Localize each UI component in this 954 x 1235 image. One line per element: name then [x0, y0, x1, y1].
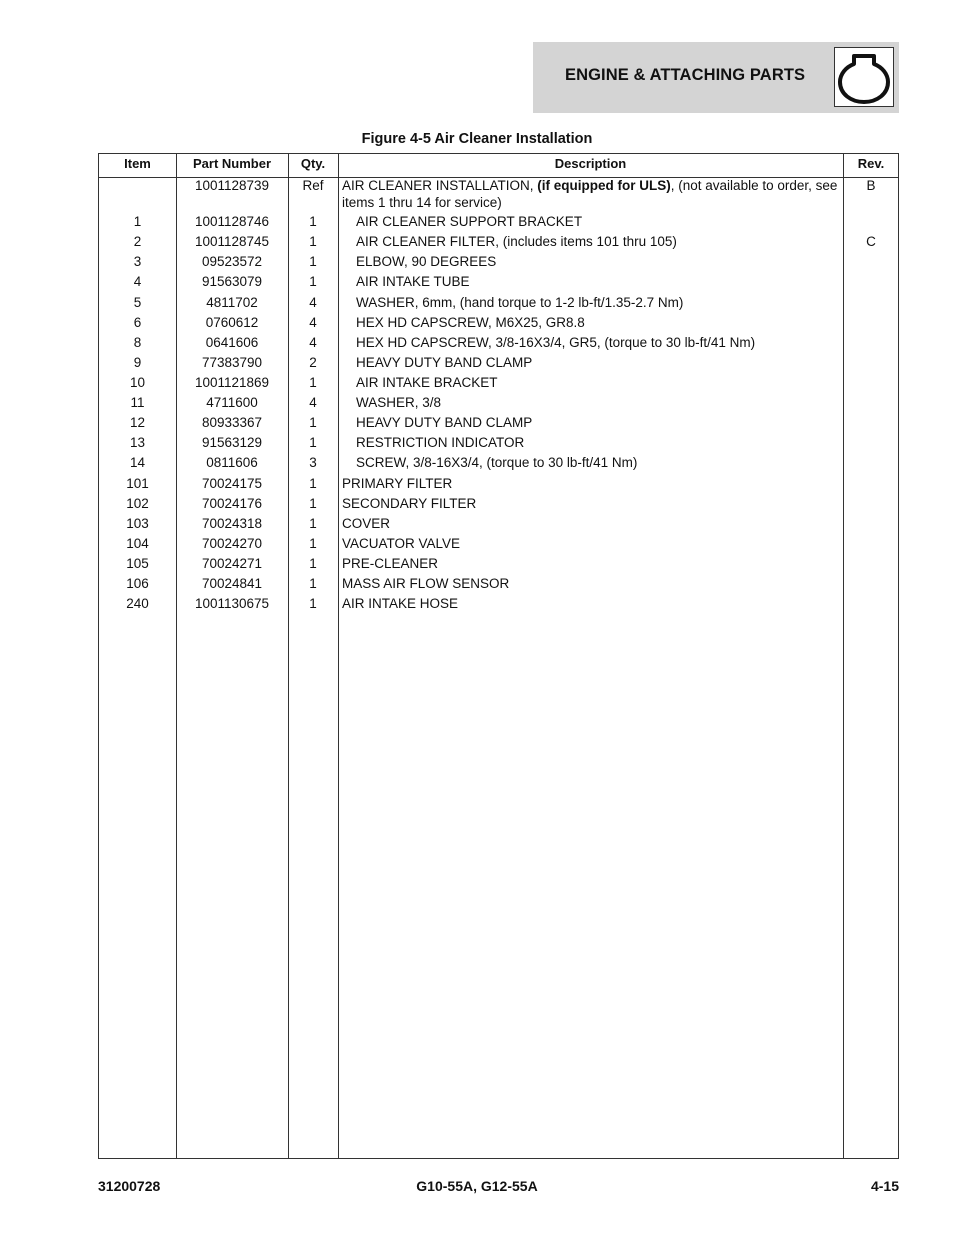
item-cell: 11	[130, 395, 145, 410]
qty-cell: 4	[309, 315, 317, 330]
item-cell: 106	[126, 576, 149, 591]
part-number-cell: 70024175	[201, 476, 263, 491]
description-cell: SCREW, 3/8-16X3/4, (torque to 30 lb-ft/41 Nm)	[356, 455, 638, 470]
part-number-cell: 1001128746	[194, 214, 270, 229]
description-cell: PRE-CLEANER	[342, 556, 439, 571]
description-cell: HEAVY DUTY BAND CLAMP	[356, 355, 533, 370]
item-cell: 14	[129, 455, 146, 470]
description-cell: HEX HD CAPSCREW, M6X25, GR8.8	[356, 315, 585, 330]
part-number-cell: 09523572	[201, 254, 263, 269]
qty-cell: 1	[309, 596, 317, 611]
column-header-part-number: Part Number	[192, 156, 272, 171]
part-number-cell: 0641606	[205, 335, 259, 350]
part-number-cell: 80933367	[201, 415, 263, 430]
qty-cell: 1	[309, 556, 317, 571]
section-header	[533, 42, 899, 113]
item-cell: 104	[126, 536, 149, 551]
engine-icon	[834, 47, 894, 107]
part-number-cell: 70024318	[201, 516, 263, 531]
qty-cell: 1	[309, 536, 317, 551]
qty-cell: 1	[309, 214, 317, 229]
description-cell: AIR INTAKE BRACKET	[356, 375, 498, 390]
column-header-description: Description	[554, 156, 627, 171]
item-cell: 105	[126, 556, 149, 571]
item-cell: 240	[126, 596, 149, 611]
qty-cell: 1	[309, 476, 317, 491]
footer-page-number: 4-15	[870, 1178, 899, 1194]
item-cell: 1	[133, 214, 142, 229]
part-number-cell: 1001130675	[194, 596, 270, 611]
item-cell: 9	[133, 355, 142, 370]
parts-table	[98, 153, 899, 1159]
item-cell: 12	[129, 415, 146, 430]
description-cell	[342, 177, 840, 211]
description-cell: PRIMARY FILTER	[342, 476, 453, 491]
rev-cell: C	[866, 234, 876, 249]
description-cell: VACUATOR VALVE	[342, 536, 461, 551]
column-header-qty: Qty.	[300, 156, 326, 171]
item-cell: 10	[129, 375, 146, 390]
part-number-cell: 4811702	[206, 295, 258, 310]
qty-cell: 1	[309, 496, 317, 511]
table-header-row	[99, 154, 898, 178]
qty-cell: 4	[309, 335, 317, 350]
description-text: AIR CLEANER INSTALLATION,	[342, 178, 538, 193]
part-number-cell: 70024176	[201, 496, 263, 511]
qty-cell: 1	[309, 516, 317, 531]
item-cell: 102	[126, 496, 149, 511]
item-cell: 101	[126, 476, 149, 491]
part-number-cell: 1001128745	[194, 234, 270, 249]
part-number-cell: 91563129	[201, 435, 263, 450]
qty-cell: 1	[309, 576, 317, 591]
item-cell: 3	[133, 254, 142, 269]
description-bold-text: (if equipped for ULS)	[537, 178, 671, 193]
item-cell: 8	[133, 335, 142, 350]
description-cell: COVER	[342, 516, 391, 531]
section-title: ENGINE & ATTACHING PARTS	[565, 66, 806, 84]
part-number-cell: 0760612	[205, 315, 259, 330]
part-number-cell: 70024841	[201, 576, 263, 591]
qty-cell: 1	[309, 274, 317, 289]
description-cell: AIR INTAKE TUBE	[356, 274, 470, 289]
part-number-cell: 4711600	[206, 395, 258, 410]
description-cell: RESTRICTION INDICATOR	[356, 435, 525, 450]
qty-cell: 4	[309, 295, 317, 310]
footer-models: G10-55A, G12-55A	[416, 1178, 538, 1194]
qty-cell: 1	[309, 435, 317, 450]
column-header-item: Item	[124, 156, 151, 171]
description-text: , (not available to order, see items 1 thru 14 for service)	[342, 178, 838, 210]
item-cell: 103	[126, 516, 149, 531]
part-number-cell: 70024271	[201, 556, 263, 571]
item-cell: 13	[129, 435, 146, 450]
qty-cell: 1	[309, 375, 317, 390]
description-cell: WASHER, 3/8	[356, 395, 442, 410]
figure-title: Figure 4-5 Air Cleaner Installation	[361, 131, 593, 147]
qty-cell: 3	[309, 455, 317, 470]
description-cell: AIR CLEANER FILTER, (includes items 101 thru 105)	[356, 234, 677, 249]
description-cell: HEAVY DUTY BAND CLAMP	[356, 415, 533, 430]
part-number-cell: 1001128739	[194, 178, 270, 193]
description-cell: SECONDARY FILTER	[342, 496, 477, 511]
part-number-cell: 0811606	[206, 455, 258, 470]
part-number-cell: 91563079	[201, 274, 263, 289]
item-cell: 2	[133, 234, 142, 249]
qty-cell: Ref	[302, 178, 324, 193]
qty-cell: 4	[309, 395, 317, 410]
rev-cell: B	[866, 178, 876, 193]
description-cell: MASS AIR FLOW SENSOR	[342, 576, 510, 591]
description-cell: HEX HD CAPSCREW, 3/8-16X3/4, GR5, (torque to 30 lb-ft/41 Nm)	[356, 335, 756, 350]
qty-cell: 2	[309, 355, 317, 370]
item-cell: 4	[133, 274, 142, 289]
part-number-cell: 70024270	[201, 536, 263, 551]
qty-cell: 1	[309, 254, 317, 269]
qty-cell: 1	[309, 234, 317, 249]
column-header-rev: Rev.	[857, 156, 885, 171]
description-cell: AIR INTAKE HOSE	[342, 596, 459, 611]
description-cell: AIR CLEANER SUPPORT BRACKET	[356, 214, 583, 229]
item-cell: 6	[133, 315, 142, 330]
item-cell: 5	[133, 295, 142, 310]
description-cell: ELBOW, 90 DEGREES	[356, 254, 497, 269]
qty-cell: 1	[309, 415, 317, 430]
column-divider	[338, 154, 339, 1158]
part-number-cell: 77383790	[201, 355, 263, 370]
description-cell: WASHER, 6mm, (hand torque to 1-2 lb-ft/1.35-2.7 Nm)	[356, 295, 684, 310]
footer-document-number: 31200728	[98, 1178, 161, 1194]
part-number-cell: 1001121869	[194, 375, 270, 390]
